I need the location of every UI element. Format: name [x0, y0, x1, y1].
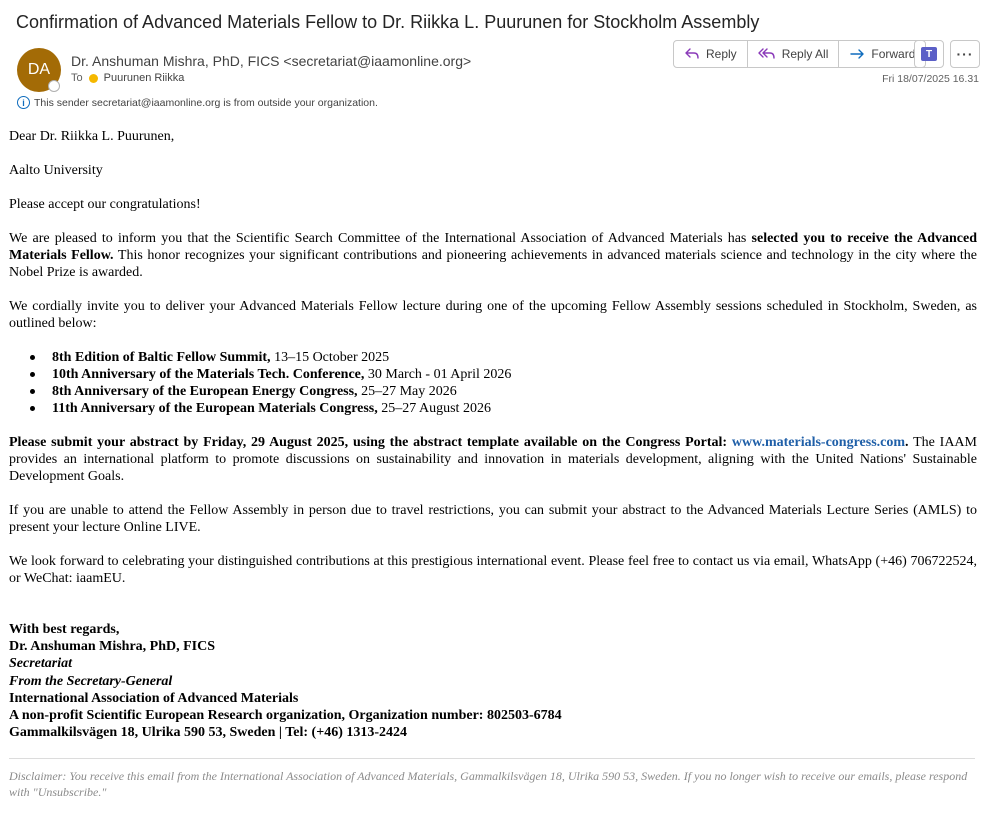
disclaimer: Disclaimer: You receive this email from the International Association of Advanced Materials, Gammalkilsvägen 18, Ulrika 590 53, Sweden. If you no longer wish to receive our emails, please respond with "Unsubscribe.": [9, 769, 968, 799]
forward-button[interactable]: [839, 41, 925, 67]
reply-all-button[interactable]: [748, 41, 840, 67]
congratulations: Please accept our congratulations!: [9, 197, 201, 212]
event-dates: 13–15 October 2025: [270, 350, 390, 365]
signature-from: From the Secretary-General: [9, 673, 173, 689]
selection-paragraph: [9, 230, 977, 281]
event-dates: 25–27 May 2026: [357, 384, 457, 399]
info-icon: i: [17, 96, 30, 109]
signature-role: Secretariat: [9, 656, 72, 672]
selection-highlight: selected you to receive the Advanced Materials Fellow.: [9, 231, 977, 263]
submission-paragraph: [9, 434, 977, 485]
forward-label: Forward: [871, 47, 916, 61]
affiliation: Aalto University: [9, 163, 103, 178]
signature-address: Gammalkilsvägen 18, Ulrika 590 53, Sweden | Tel: (+46) 1313-2424: [9, 725, 408, 741]
forward-icon: [849, 47, 865, 61]
signature: [9, 621, 977, 741]
external-sender-warning: [17, 96, 378, 109]
congress-portal-link[interactable]: www.materials-congress.com: [731, 435, 906, 450]
greeting: Dear Dr. Riikka L. Puurunen,: [9, 129, 175, 144]
more-actions-button[interactable]: [950, 40, 980, 68]
selection-text-end: This honor recognizes your significant contributions and pioneering achievements in advanced materials science and technology in the city where the Nobel Prize is awarded.: [9, 248, 977, 280]
reply-label: Reply: [706, 47, 737, 61]
event-list: [9, 349, 977, 417]
list-item: [29, 400, 977, 417]
more-icon: ···: [956, 46, 974, 62]
recipient-name[interactable]: Puurunen Riikka: [103, 72, 185, 84]
email-subject: Confirmation of Advanced Materials Fellow to Dr. Riikka L. Puurunen for Stockholm Assembly: [16, 12, 760, 32]
contact-paragraph: We look forward to celebrating your distinguished contributions at this prestigious international event. Please feel free to contact us via email, WhatsApp (+46) 706722524, or WeChat: iaamEU.: [9, 554, 977, 586]
list-item: [29, 383, 977, 400]
teams-button[interactable]: [914, 40, 944, 68]
recipient-line: [71, 72, 184, 84]
submission-text: The IAAM provides an international platform to promote discussions on sustainability and innovation in materials development, aligning with the United Nations' Sustainable Development Goals.: [9, 435, 977, 484]
message-body: [9, 128, 977, 741]
external-sender-text: This sender secretariat@iaamonline.org is from outside your organization.: [34, 96, 378, 109]
message-actions: [673, 40, 926, 68]
online-paragraph: If you are unable to attend the Fellow Assembly in person due to travel restrictions, you can submit your abstract to the Advanced Materials Lecture Series (AMLS) to present your lecture Online LIVE.: [9, 503, 977, 535]
invitation-paragraph: We cordially invite you to deliver your Advanced Materials Fellow lecture during one of the upcoming Fellow Assembly sessions scheduled in Stockholm, Sweden, as outlined below:: [9, 299, 977, 331]
signature-org-desc: A non-profit Scientific European Research organization, Organization number: 802503-6784: [9, 708, 562, 724]
sender-display[interactable]: Dr. Anshuman Mishra, PhD, FICS <secretariat@iaamonline.org>: [71, 53, 472, 69]
disclaimer-divider: [9, 758, 975, 759]
submission-period: .: [905, 435, 909, 450]
event-name: 10th Anniversary of the Materials Tech. Conference,: [52, 367, 365, 382]
sender-avatar[interactable]: DA: [17, 48, 61, 92]
signature-closing: With best regards,: [9, 622, 120, 637]
sent-date: Fri 18/07/2025 16.31: [882, 73, 979, 85]
presence-status-icon: [48, 80, 60, 92]
reply-button[interactable]: [674, 41, 748, 67]
submission-deadline: Please submit your abstract by Friday, 29 August 2025, using the abstract template available on the Congress Portal:: [9, 435, 732, 450]
signature-org: International Association of Advanced Materials: [9, 690, 299, 706]
to-label: To: [71, 72, 83, 84]
event-name: 11th Anniversary of the European Materials Congress,: [52, 401, 378, 416]
teams-icon: T: [921, 47, 937, 61]
list-item: [29, 366, 977, 383]
signature-name: Dr. Anshuman Mishra, PhD, FICS: [9, 639, 216, 655]
recipient-presence-icon: [89, 74, 98, 83]
reply-icon: [684, 47, 700, 61]
event-dates: 30 March - 01 April 2026: [364, 367, 512, 382]
event-name: 8th Edition of Baltic Fellow Summit,: [52, 350, 271, 365]
selection-text: We are pleased to inform you that the Scientific Search Committee of the International Association of Advanced Materials has: [9, 231, 752, 246]
reply-all-label: Reply All: [781, 47, 829, 61]
list-item: [29, 349, 977, 366]
event-dates: 25–27 August 2026: [377, 401, 491, 416]
event-name: 8th Anniversary of the European Energy Congress,: [52, 384, 358, 399]
reply-all-icon: [758, 47, 776, 61]
